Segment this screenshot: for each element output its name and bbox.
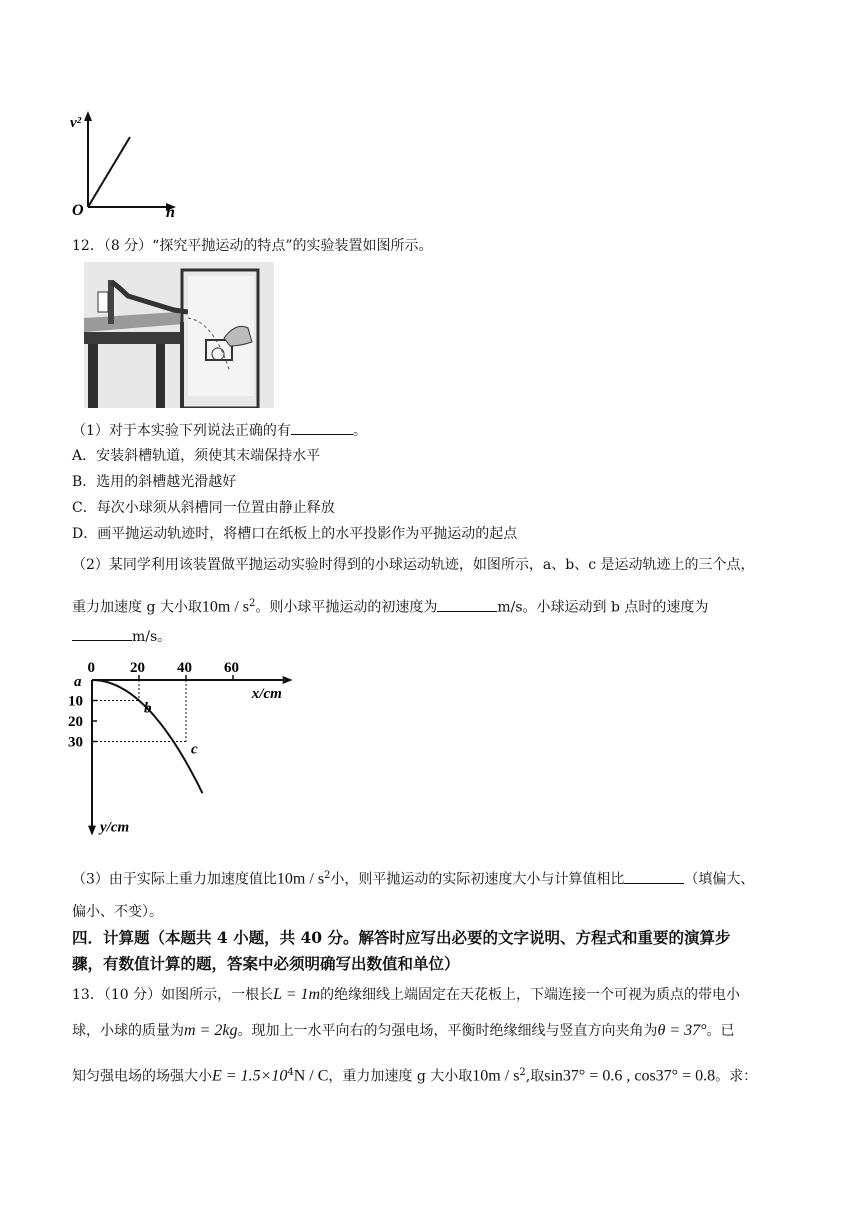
answer-blank-4[interactable] [624,869,684,884]
x-tick-label-60: 60 [224,660,239,676]
answer-blank-2[interactable] [437,597,497,612]
apparatus-illustration [84,262,274,408]
y-tick-label-10: 10 [68,693,83,710]
x-axis-arrow [283,676,293,684]
option-b: B．选用的斜槽越光滑越好 [72,474,237,490]
answer-blank-1[interactable] [291,420,353,435]
q12-part3-line2: 偏小、不变）。 [72,904,163,920]
q12-part2-line3: m/s。 [72,626,171,647]
origin-label: O [72,202,84,219]
trajectory-axes [68,660,293,836]
section4-title-line2: 骤，有数值计算的题，答案中必须明确写出数值和单位） [72,954,460,973]
q12-stem: 12．（8 分）“探究平抛运动的特点”的实验装置如图所示。 [72,238,433,254]
option-a: A．安装斜槽轨道，须使其末端保持水平 [72,448,321,464]
point-label-c: c [191,741,198,758]
answer-blank-3[interactable] [72,626,132,641]
x-axis-label: x/cm [251,686,282,702]
q12-part2-line2: 重力加速度 g 大小取$10m / s^2$。则小球平抛运动的初速度为 m/s。小球运动到 b 点时的速度为 [72,598,709,616]
option-c: C．每次小球须从斜槽同一位置由静止释放 [72,500,335,516]
q12-part3-line1: （3）由于实际上重力加速度值比$10m / s^2$小，则平抛运动的实际初速度大小与计算值相比 （填偏大、 [72,870,755,888]
y-tick-label-30: 30 [68,734,83,751]
q12-part2-line1: （2）某同学利用该装置做平抛运动实验时得到的小球运动轨迹，如图所示，a、b、c 是运动轨迹上的三个点， [72,557,755,573]
y-axis-arrow [88,826,96,836]
y-tick-label-20: 20 [68,714,83,730]
v2-h-graph [70,105,190,220]
q13-line3: 知匀强电场的场强大小$E = 1.5\times 10^4N / C$，重力加速度 g 大小取$10m / s^2$,取sin37° = 0.6 , cos37° = 0.8。求： [72,1067,758,1085]
trajectory-figure [66,656,316,846]
section4-title-line1: 四．计算题（本题共 4 小题，共 40 分。解答时应写出必要的文字说明、方程式和重要的演算步 [72,928,731,947]
v2-axis-label: v² [70,115,82,131]
x-tick-label-20: 20 [130,660,145,676]
q13-line2: 球，小球的质量为m = 2kg。现加上一水平向右的匀强电场，平衡时绝缘细线与竖直方向夹角为θ = 37°。已 [72,1022,735,1039]
point-label-a: a [74,674,82,690]
y-axis-label: y/cm [100,819,130,836]
option-d: D．画平抛运动轨迹时，将槽口在纸板上的水平投影作为平抛运动的起点 [72,526,518,542]
x-tick-label-40: 40 [177,660,192,676]
q13-line1: 13．（10 分）如图所示，一根长L = 1m的绝缘细线上端固定在天花板上，下端连接一个可视为质点的带电小 [72,986,741,1003]
point-label-b: b [144,700,152,717]
h-axis-label: h [166,204,175,220]
q12-part1: （1）对于本实验下列说法正确的有 。 [72,420,367,441]
x-tick-label-0: 0 [87,660,95,676]
